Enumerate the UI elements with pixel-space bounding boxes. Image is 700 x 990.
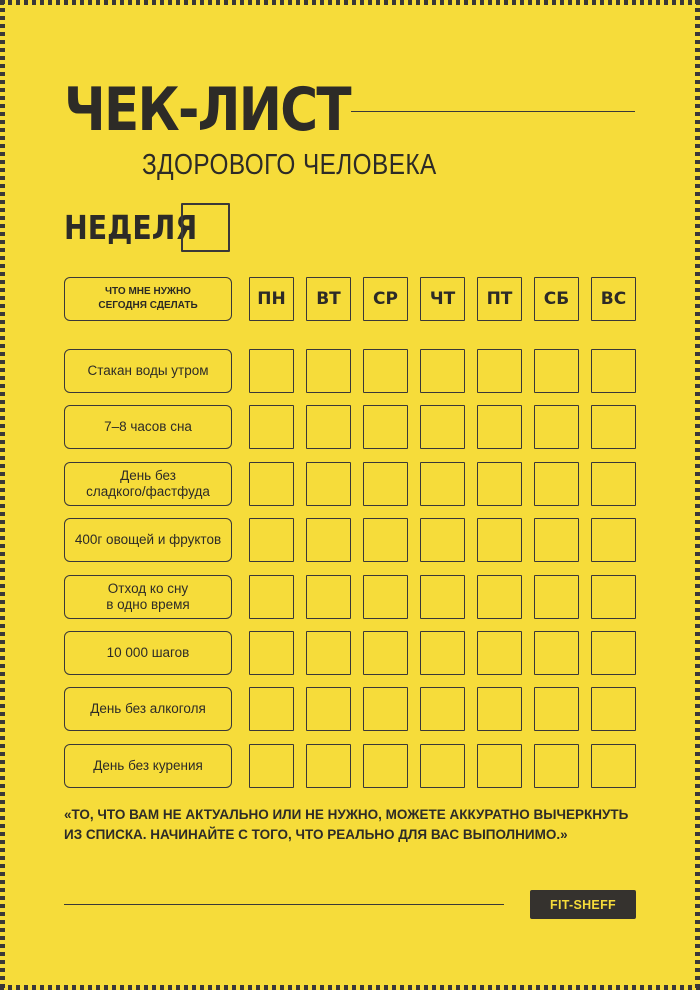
check-cell[interactable]	[363, 405, 408, 449]
check-cell[interactable]	[306, 744, 351, 788]
task-label: День без алкоголя	[64, 687, 232, 731]
check-cell[interactable]	[477, 349, 522, 393]
check-cell[interactable]	[534, 405, 579, 449]
check-cell[interactable]	[249, 631, 294, 675]
check-cell[interactable]	[591, 405, 636, 449]
check-cell[interactable]	[591, 518, 636, 562]
check-cell[interactable]	[420, 349, 465, 393]
check-cell[interactable]	[591, 575, 636, 619]
footer-divider	[64, 904, 504, 905]
check-cell[interactable]	[420, 405, 465, 449]
check-cell[interactable]	[534, 349, 579, 393]
check-cell[interactable]	[591, 631, 636, 675]
check-cell[interactable]	[477, 687, 522, 731]
check-cell[interactable]	[363, 744, 408, 788]
check-cell[interactable]	[591, 462, 636, 506]
check-cell[interactable]	[477, 462, 522, 506]
dashed-border-top	[0, 0, 700, 5]
check-cell[interactable]	[534, 687, 579, 731]
check-cell[interactable]	[306, 462, 351, 506]
check-cell[interactable]	[249, 518, 294, 562]
task-label: Стакан воды утром	[64, 349, 232, 393]
check-cell[interactable]	[420, 687, 465, 731]
week-label: НЕДЕЛЯ	[64, 208, 198, 247]
day-header: ПН	[249, 277, 294, 321]
check-cell[interactable]	[534, 575, 579, 619]
check-cell[interactable]	[534, 518, 579, 562]
check-cell[interactable]	[249, 687, 294, 731]
page-subtitle: ЗДОРОВОГО ЧЕЛОВЕКА	[142, 149, 437, 181]
day-header: СБ	[534, 277, 579, 321]
check-cell[interactable]	[363, 631, 408, 675]
advice-quote: «ТО, ЧТО ВАМ НЕ АКТУАЛЬНО ИЛИ НЕ НУЖНО, МОЖЕТЕ АККУРАТНО ВЫЧЕРКНУТЬ ИЗ СПИСКА. НАЧИНАЙТЕ С ТОГО, ЧТО РЕАЛЬНО ДЛЯ ВАС ВЫПОЛНИМО.»	[64, 807, 629, 842]
check-cell[interactable]	[249, 349, 294, 393]
day-header: СР	[363, 277, 408, 321]
task-label: День без сладкого/фастфуда	[64, 462, 232, 506]
check-cell[interactable]	[306, 631, 351, 675]
check-cell[interactable]	[420, 744, 465, 788]
day-header: ПТ	[477, 277, 522, 321]
check-cell[interactable]	[591, 349, 636, 393]
check-cell[interactable]	[420, 575, 465, 619]
check-cell[interactable]	[420, 462, 465, 506]
check-cell[interactable]	[534, 744, 579, 788]
page-title: ЧЕК-ЛИСТ	[64, 75, 350, 145]
check-cell[interactable]	[534, 631, 579, 675]
check-cell[interactable]	[363, 687, 408, 731]
check-cell[interactable]	[420, 631, 465, 675]
day-header: ЧТ	[420, 277, 465, 321]
dashed-border-right	[695, 0, 700, 990]
check-cell[interactable]	[363, 518, 408, 562]
dashed-border-bottom	[0, 985, 700, 990]
day-header: ВТ	[306, 277, 351, 321]
check-cell[interactable]	[591, 744, 636, 788]
check-cell[interactable]	[477, 405, 522, 449]
check-cell[interactable]	[306, 405, 351, 449]
brand-badge: FIT-SHEFF	[530, 890, 636, 919]
check-cell[interactable]	[477, 575, 522, 619]
task-label: 400г овощей и фруктов	[64, 518, 232, 562]
check-cell[interactable]	[420, 518, 465, 562]
check-cell[interactable]	[249, 744, 294, 788]
check-cell[interactable]	[249, 405, 294, 449]
task-label: 7–8 часов сна	[64, 405, 232, 449]
task-label: 10 000 шагов	[64, 631, 232, 675]
check-cell[interactable]	[363, 575, 408, 619]
check-cell[interactable]	[363, 462, 408, 506]
check-cell[interactable]	[249, 575, 294, 619]
check-cell[interactable]	[477, 744, 522, 788]
check-cell[interactable]	[306, 349, 351, 393]
title-divider	[351, 111, 635, 112]
check-cell[interactable]	[306, 575, 351, 619]
task-label: День без курения	[64, 744, 232, 788]
task-column-header: ЧТО МНЕ НУЖНО СЕГОДНЯ СДЕЛАТЬ	[64, 277, 232, 321]
check-cell[interactable]	[306, 518, 351, 562]
task-label: Отход ко сну в одно время	[64, 575, 232, 619]
check-cell[interactable]	[477, 631, 522, 675]
check-cell[interactable]	[477, 518, 522, 562]
check-cell[interactable]	[306, 687, 351, 731]
check-cell[interactable]	[534, 462, 579, 506]
check-cell[interactable]	[591, 687, 636, 731]
week-number-field[interactable]	[181, 203, 230, 252]
dashed-border-left	[0, 0, 5, 990]
check-cell[interactable]	[249, 462, 294, 506]
day-header: ВС	[591, 277, 636, 321]
check-cell[interactable]	[363, 349, 408, 393]
